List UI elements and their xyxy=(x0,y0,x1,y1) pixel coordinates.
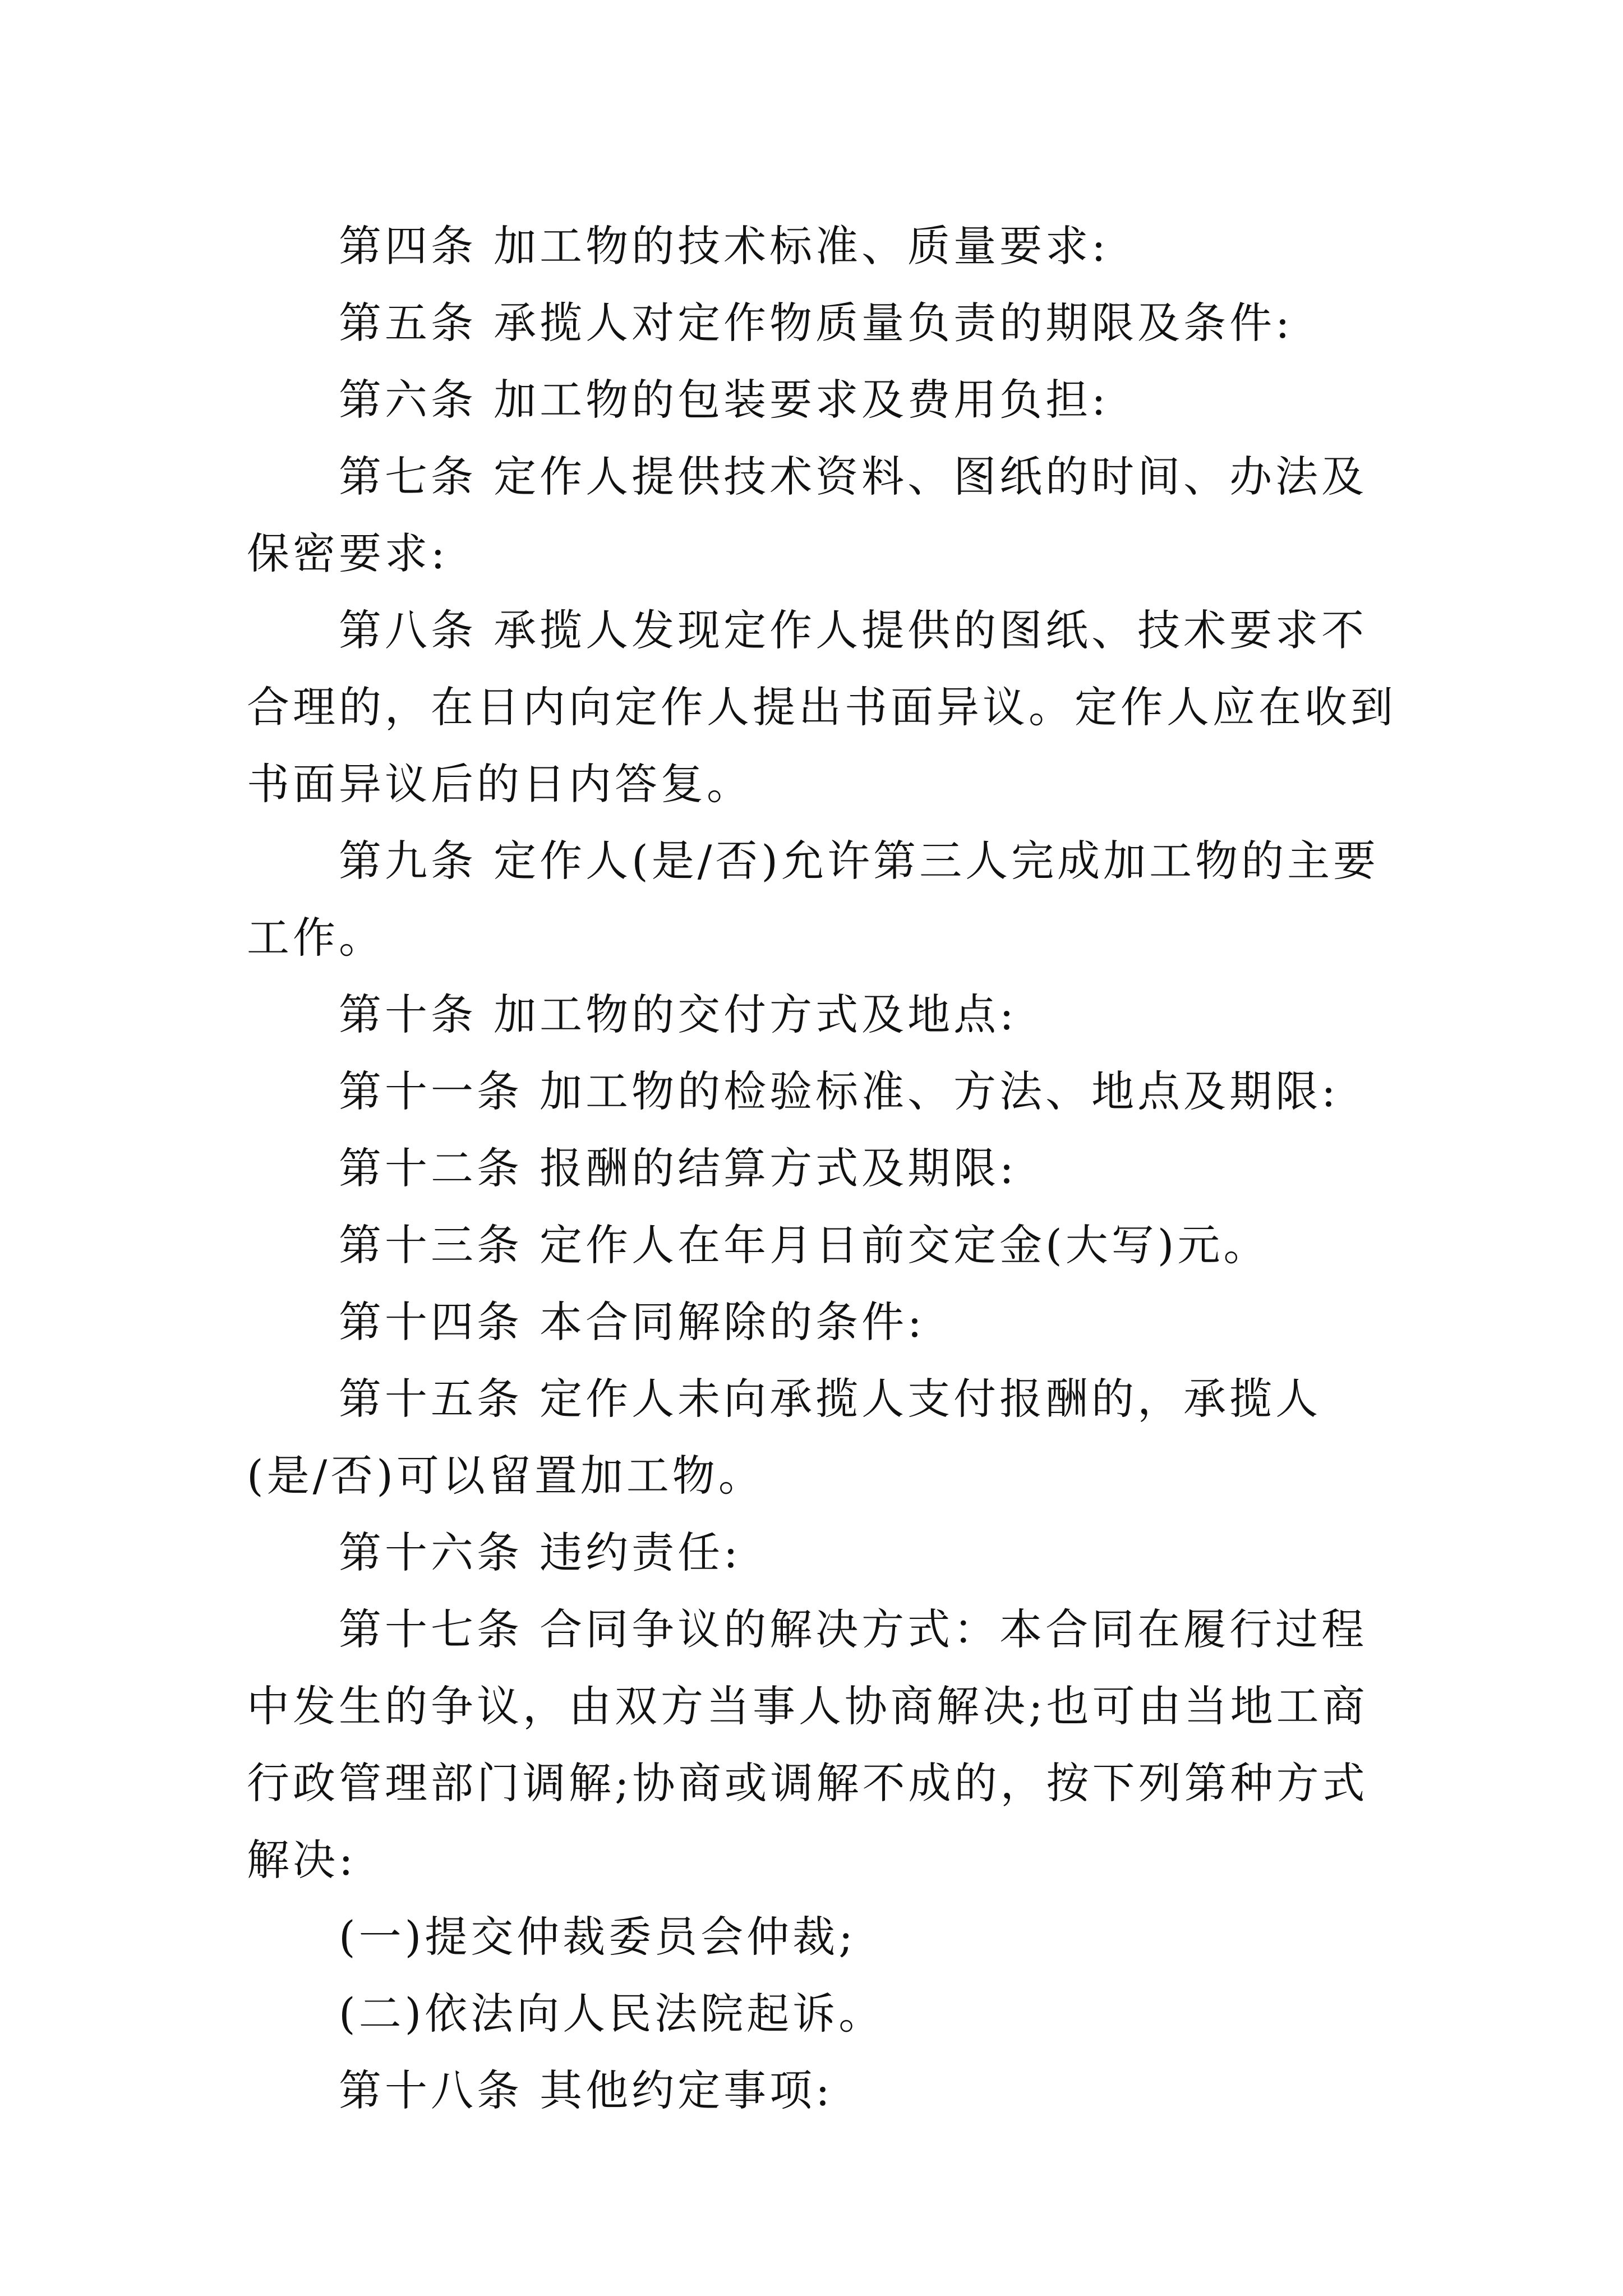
clause-17-option-1: (一)提交仲裁委员会仲裁; xyxy=(339,1912,856,1962)
clause-14: 第十四条 本合同解除的条件: xyxy=(339,1297,925,1347)
clause-18: 第十八条 其他约定事项: xyxy=(339,2065,833,2115)
clause-17-option-2: (二)依法向人民法院起诉。 xyxy=(339,1989,885,2039)
clause-6: 第六条 加工物的包装要求及费用负担: xyxy=(339,375,1109,425)
clause-16: 第十六条 违约责任: xyxy=(339,1527,741,1577)
document-body xyxy=(247,208,1402,2129)
clause-5: 第五条 承揽人对定作物质量负责的期限及条件: xyxy=(339,298,1293,348)
clause-4: 第四条 加工物的技术标准、质量要求: xyxy=(339,221,1109,271)
clause-10: 第十条 加工物的交付方式及地点: xyxy=(339,990,1017,1039)
clause-11: 第十一条 加工物的检验标准、方法、地点及期限: xyxy=(339,1066,1339,1116)
clause-13: 第十三条 定作人在年月日前交定金(大写)元。 xyxy=(339,1220,1270,1270)
clause-9: 第九条 定作人(是/否)允许第三人完成加工物的主要工作。 xyxy=(247,836,1380,963)
clause-12: 第十二条 报酬的结算方式及期限: xyxy=(339,1143,1017,1193)
clause-15: 第十五条 定作人未向承揽人支付报酬的，承揽人(是/否)可以留置加工物。 xyxy=(247,1374,1322,1501)
clause-7: 第七条 定作人提供技术资料、图纸的时间、办法及保密要求: xyxy=(247,452,1368,578)
clause-8: 第八条 承揽人发现定作人提供的图纸、技术要求不合理的，在日内向定作人提出书面异议。定作人应在收到书面异议后的日内答复。 xyxy=(247,605,1396,809)
clause-17: 第十七条 合同争议的解决方式：本合同在履行过程中发生的争议，由双方当事人协商解决;也可由当地工商行政管理部门调解;协商或调解不成的，按下列第种方式解决: xyxy=(247,1604,1368,1885)
